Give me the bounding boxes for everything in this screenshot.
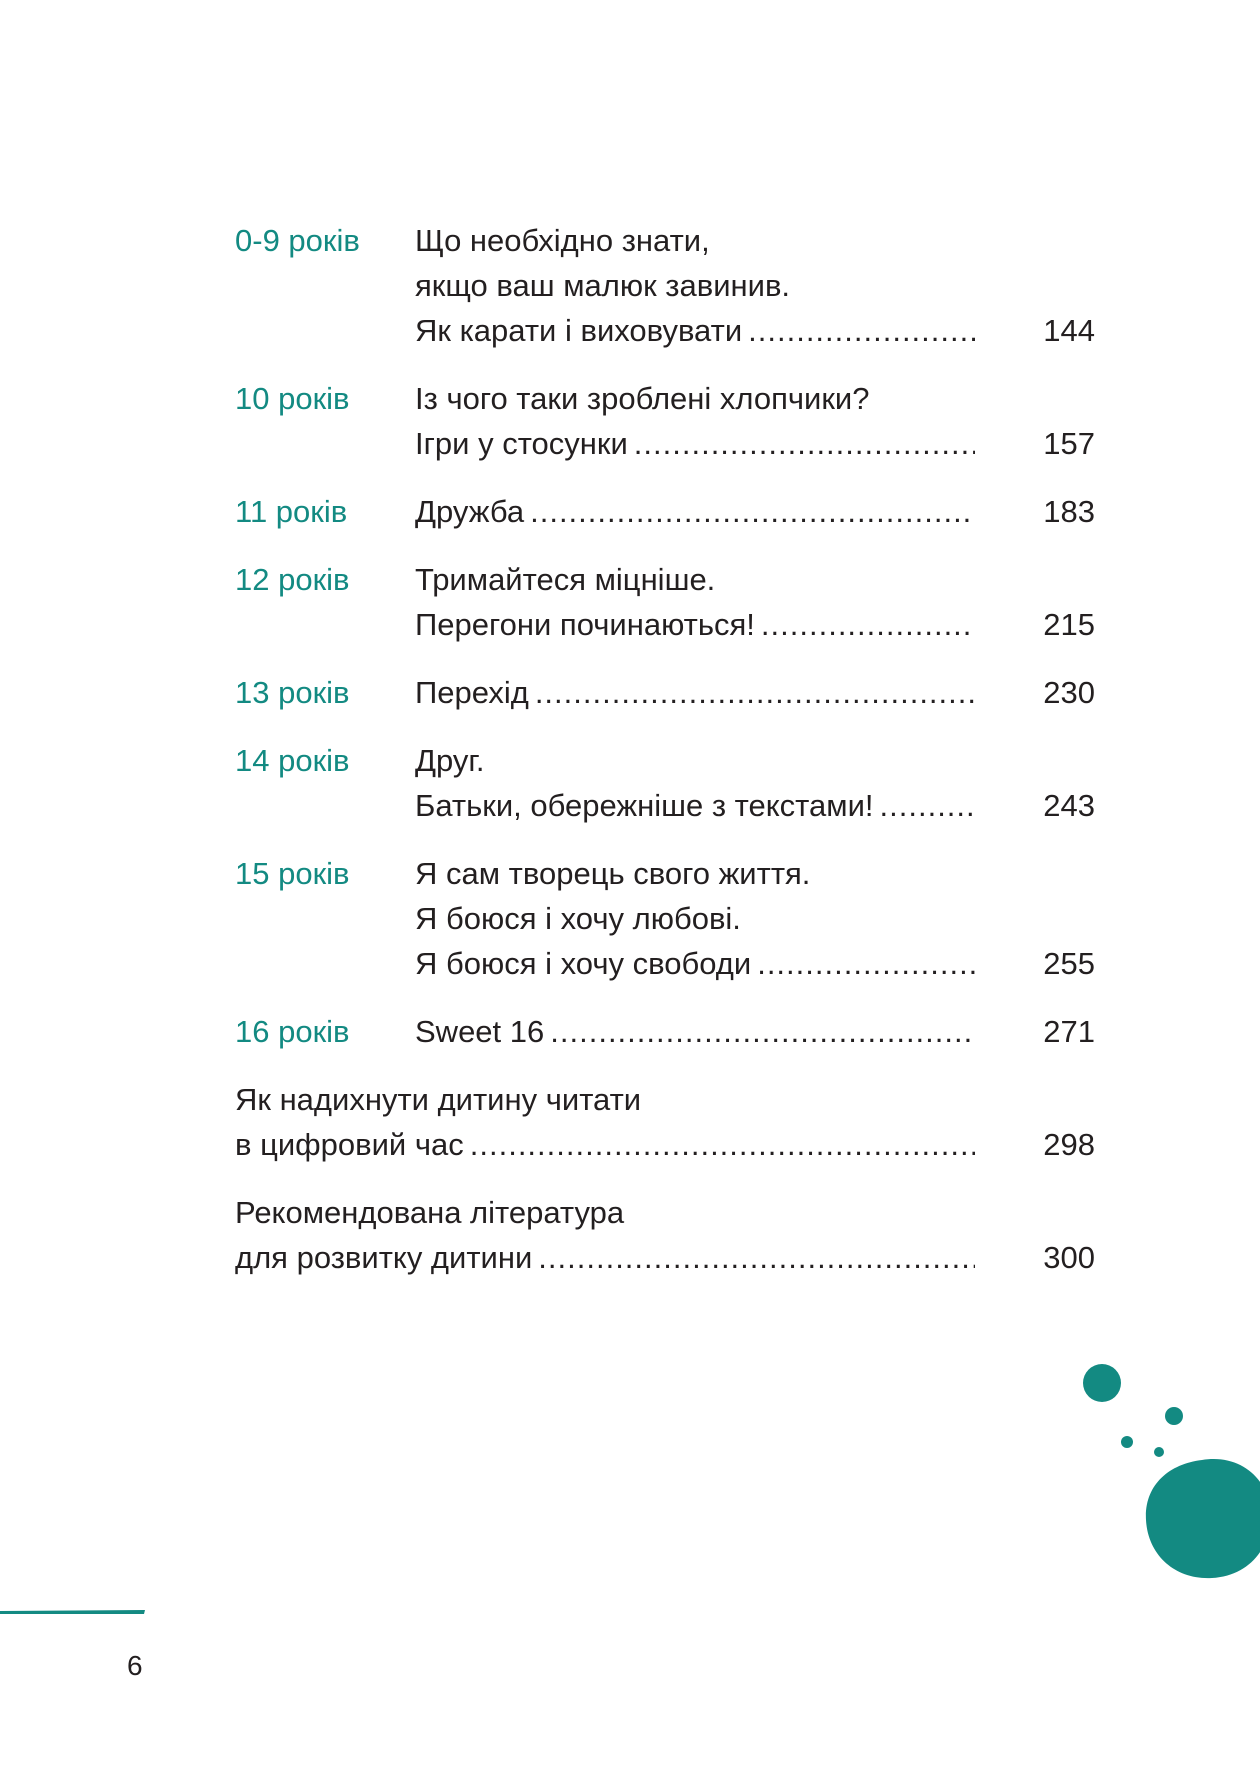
- toc-page-number: 157: [1043, 426, 1095, 461]
- toc-title-last-line: [415, 1009, 975, 1054]
- dot-leader: [470, 1122, 975, 1167]
- dot-leader: [535, 670, 975, 715]
- toc-age-label: 15 років: [235, 856, 350, 891]
- toc-page-number: 230: [1043, 675, 1095, 710]
- toc-title-text: Як карати і виховувати: [415, 313, 743, 348]
- toc-entry: [235, 738, 1095, 828]
- toc-title-text: Дружба: [415, 494, 525, 529]
- toc-title-line: Рекомендована література: [235, 1195, 625, 1230]
- toc-title-last-line: [235, 1235, 975, 1280]
- dot-leader: [748, 308, 975, 353]
- toc-title: [415, 376, 975, 466]
- toc-title-last-line: [415, 670, 975, 715]
- toc-title-text: Sweet 16: [415, 1014, 545, 1049]
- toc-title: [415, 851, 975, 986]
- toc-title: [235, 1077, 975, 1167]
- splatter-dot: [1121, 1436, 1133, 1448]
- toc-title-text: Батьки, обережніше з текстами!: [415, 788, 874, 823]
- toc-title: [415, 670, 975, 715]
- toc-age-label: 10 років: [235, 381, 350, 416]
- toc-title-last-line: [235, 1122, 975, 1167]
- toc-title-text: Ігри у стосунки: [415, 426, 628, 461]
- splatter-dot: [1083, 1364, 1121, 1402]
- splatter-dot: [1165, 1407, 1183, 1425]
- toc-title-line: Тримайтеся міцніше.: [415, 562, 716, 597]
- toc-title-last-line: [415, 308, 975, 353]
- toc-title-line: якщо ваш малюк завинив.: [415, 268, 791, 303]
- dot-leader: [761, 602, 975, 647]
- toc-age-label: 11 років: [235, 494, 348, 529]
- toc-page-number: 255: [1043, 946, 1095, 981]
- toc-age-label: 16 років: [235, 1014, 350, 1049]
- toc-title-line: Як надихнути дитину читати: [235, 1082, 642, 1117]
- toc-title-text: в цифровий час: [235, 1127, 464, 1162]
- toc-title: [415, 218, 975, 353]
- toc-entry: [235, 218, 1095, 353]
- toc-page-number: 271: [1043, 1014, 1095, 1049]
- splatter-dot: [1154, 1447, 1164, 1457]
- ink-splatter-decoration: [1060, 1350, 1260, 1600]
- dot-leader: [757, 941, 975, 986]
- page-number: 6: [127, 1650, 143, 1681]
- toc-title: [415, 489, 975, 534]
- toc-title-line: Я боюся і хочу любові.: [415, 901, 741, 936]
- toc-page-number: 215: [1043, 607, 1095, 642]
- toc-entry: [235, 670, 1095, 715]
- toc-title-line: Із чого таки зроблені хлопчики?: [415, 381, 870, 416]
- toc-title-last-line: [415, 602, 975, 647]
- toc-entry: [235, 1009, 1095, 1054]
- toc-page-number: 144: [1043, 313, 1095, 348]
- toc-entry: [235, 376, 1095, 466]
- footer-brush-rule: [0, 1608, 145, 1616]
- table-of-contents: [235, 218, 1095, 1303]
- dot-leader: [538, 1235, 975, 1280]
- toc-title-line: Друг.: [415, 743, 485, 778]
- toc-title-text: Перехід: [415, 675, 529, 710]
- toc-entry: [235, 1190, 1095, 1280]
- dot-leader: [634, 421, 975, 466]
- dot-leader: [550, 1009, 975, 1054]
- toc-title-text: для розвитку дитини: [235, 1240, 533, 1275]
- dot-leader: [530, 489, 975, 534]
- toc-title-text: Я боюся і хочу свободи: [415, 946, 752, 981]
- toc-page-number: 298: [1043, 1127, 1095, 1162]
- toc-title: [415, 557, 975, 647]
- toc-entry: [235, 557, 1095, 647]
- toc-title-last-line: [415, 421, 975, 466]
- toc-entry: [235, 851, 1095, 986]
- toc-age-label: 14 років: [235, 743, 350, 778]
- toc-title-line: Що необхідно знати,: [415, 223, 710, 258]
- toc-title: [415, 738, 975, 828]
- splatter-blob: [1146, 1459, 1260, 1578]
- toc-page-number: 300: [1043, 1240, 1095, 1275]
- toc-age-label: 13 років: [235, 675, 350, 710]
- toc-age-label: 12 років: [235, 562, 350, 597]
- toc-title-last-line: [415, 783, 975, 828]
- toc-title-last-line: [415, 941, 975, 986]
- toc-entry: [235, 1077, 1095, 1167]
- toc-entry: [235, 489, 1095, 534]
- toc-title-text: Перегони починаються!: [415, 607, 755, 642]
- toc-age-label: 0-9 років: [235, 223, 360, 258]
- toc-title: [415, 1009, 975, 1054]
- dot-leader: [880, 783, 975, 828]
- toc-title-last-line: [415, 489, 975, 534]
- toc-title: [235, 1190, 975, 1280]
- toc-title-line: Я сам творець свого життя.: [415, 856, 811, 891]
- toc-page-number: 243: [1043, 788, 1095, 823]
- toc-page-number: 183: [1043, 494, 1095, 529]
